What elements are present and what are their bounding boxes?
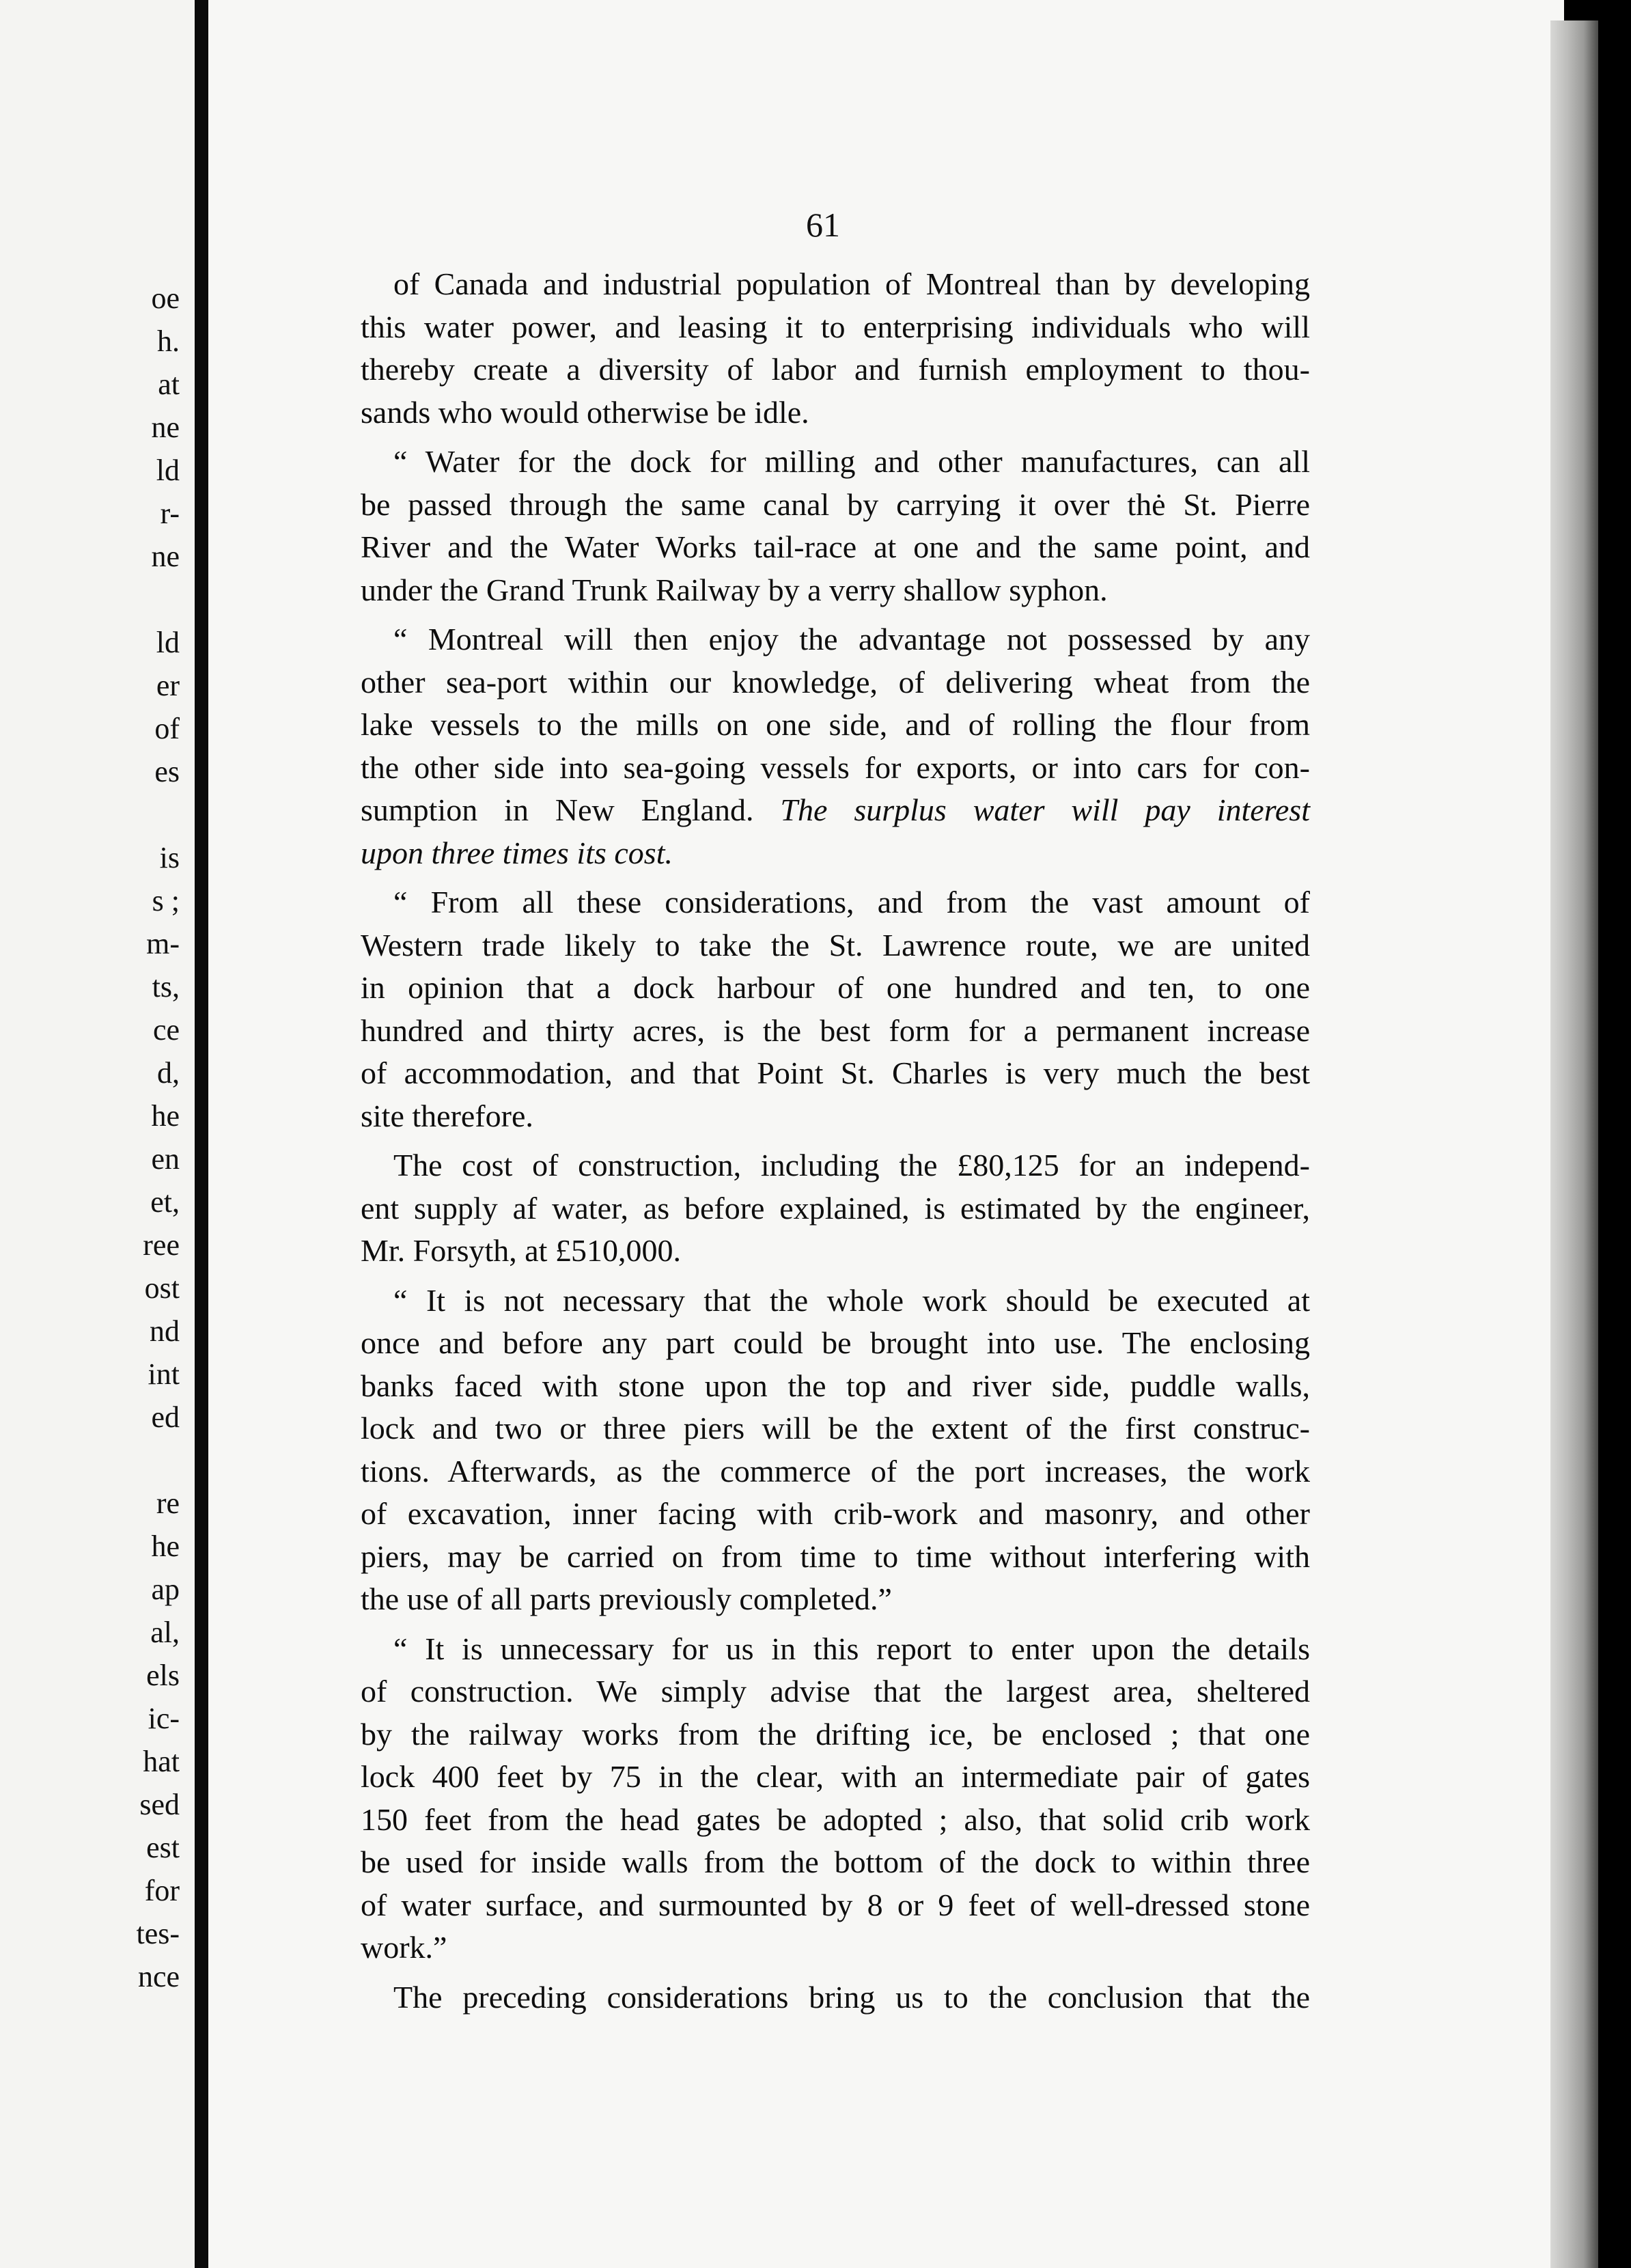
facing-page-fragment: nd: [150, 1314, 180, 1348]
text-line: The cost of construction, including the £80,125 for an independ-: [393, 1148, 1310, 1183]
facing-page-fragment: ic-: [148, 1702, 180, 1735]
text-line: “ It is not necessary that the whole work should be executed at: [393, 1282, 1310, 1318]
facing-page-fragment: ce: [152, 1013, 180, 1047]
facing-page-fragment: est: [146, 1831, 180, 1864]
facing-page-fragment: he: [151, 1530, 180, 1563]
facing-page-fragment: oe: [151, 281, 180, 315]
facing-page-fragment: he: [151, 1099, 180, 1133]
facing-page-fragment: et,: [150, 1185, 180, 1219]
facing-page-fragment: sed: [139, 1788, 180, 1821]
scan-border: [1598, 0, 1631, 2268]
paragraph: [361, 1976, 1310, 2019]
facing-page-fragment: s ;: [152, 884, 180, 917]
text-line: sands who would otherwise be idle.: [361, 394, 809, 430]
text-line: The preceding considerations bring us to the conclusion that the: [393, 1979, 1310, 2015]
text-line: of excavation, inner facing with crib-work and masonry, and other: [361, 1496, 1310, 1531]
facing-page-fragment: er: [156, 669, 180, 702]
page-edge-stack: [1550, 20, 1598, 2268]
facing-page-fragment: int: [148, 1357, 180, 1391]
text-line: of construction. We simply advise that the largest area, sheltered: [361, 1674, 1310, 1709]
text-line-segment: sumption in New England.: [361, 792, 754, 827]
text-line: tions. Afterwards, as the commerce of the port increases, the work: [361, 1453, 1310, 1489]
book-gutter: [195, 0, 208, 2268]
text-line: hundred and thirty acres, is the best form for a permanent increase: [361, 1012, 1310, 1048]
text-line: of Canada and industrial population of Montreal than by developing: [393, 266, 1310, 301]
facing-page-fragment: at: [158, 368, 180, 401]
text-line: work.”: [361, 1930, 447, 1965]
paragraph: [361, 881, 1310, 1137]
facing-page-fragment: tes-: [136, 1917, 180, 1950]
text-line: lake vessels to the mills on one side, and of rolling the flour from: [361, 707, 1310, 742]
text-line: this water power, and leasing it to enterprising individuals who will: [361, 309, 1310, 344]
facing-page-fragment: is: [159, 841, 180, 874]
paragraph: [361, 618, 1310, 874]
facing-page-fragment: [0, 793, 195, 836]
text-line: “ Water for the dock for milling and other manufactures, can all: [393, 444, 1310, 479]
text-line: once and before any part could be brought into use. The enclosing: [361, 1325, 1310, 1360]
text-line: [361, 789, 1310, 832]
paragraph: [361, 1280, 1310, 1621]
facing-page-fragment: ap: [151, 1573, 180, 1606]
facing-page-fragment: h.: [157, 324, 180, 358]
text-line: of accommodation, and that Point St. Charles is very much the best: [361, 1055, 1310, 1090]
text-line: be used for inside walls from the bottom of the dock to within three: [361, 1844, 1310, 1879]
italic-emphasis: upon three times its cost.: [361, 835, 673, 870]
text-line: lock and two or three piers will be the extent of the first construc-: [361, 1411, 1310, 1446]
text-line: Western trade likely to take the St. Lawrence route, we are united: [361, 927, 1310, 963]
paragraph: [361, 1144, 1310, 1273]
body-text: [361, 263, 1310, 2019]
facing-page-fragment: en: [151, 1142, 180, 1176]
facing-page-fragment: ne: [151, 411, 180, 444]
text-line: the use of all parts previously completed.”: [361, 1581, 892, 1616]
facing-page-fragment: re: [156, 1486, 180, 1520]
text-line: “ It is unnecessary for us in this report to enter upon the details: [393, 1631, 1310, 1666]
facing-page-fragment: ts,: [152, 970, 180, 1004]
text-line: River and the Water Works tail-race at one and the same point, and: [361, 529, 1310, 564]
paragraph: [361, 263, 1310, 434]
page-number: 61: [806, 206, 840, 244]
text-line: of water surface, and surmounted by 8 or 9 feet of well-dressed stone: [361, 1887, 1310, 1922]
text-line: other sea-port within our knowledge, of delivering wheat from the: [361, 664, 1310, 700]
facing-page-fragment: [0, 1439, 195, 1482]
facing-page-fragment: ld: [156, 626, 180, 659]
facing-page-fragment: ree: [143, 1228, 180, 1262]
text-line: under the Grand Trunk Railway by a verry shallow syphon.: [361, 572, 1108, 607]
text-line: by the railway works from the drifting ice, be enclosed ; that one: [361, 1716, 1310, 1752]
facing-page-text-fragments: [0, 277, 195, 1998]
text-line: be passed through the same canal by carrying it over thė St. Pierre: [361, 486, 1310, 522]
facing-page-fragment: for: [144, 1874, 180, 1907]
italic-emphasis: The surplus water will pay interest: [780, 792, 1310, 827]
paragraph: [361, 1628, 1310, 1969]
facing-page-left: [0, 0, 195, 2268]
text-line: 150 feet from the head gates be adopted ; also, that solid crib work: [361, 1801, 1310, 1837]
text-line: lock 400 feet by 75 in the clear, with an intermediate pair of gates: [361, 1759, 1310, 1794]
facing-page-fragment: ld: [156, 454, 180, 487]
facing-page-fragment: ne: [151, 540, 180, 573]
facing-page-fragment: ost: [144, 1271, 180, 1305]
text-line: thereby create a diversity of labor and furnish employment to thou-: [361, 352, 1310, 387]
facing-page-fragment: hat: [143, 1745, 180, 1778]
facing-page-fragment: of: [154, 712, 180, 745]
facing-page-fragment: ed: [151, 1400, 180, 1434]
facing-page-fragment: [0, 578, 195, 621]
text-line: the other side into sea-going vessels for exports, or into cars for con-: [361, 749, 1310, 785]
facing-page-fragment: nce: [137, 1960, 180, 1993]
paragraph: [361, 441, 1310, 611]
facing-page-fragment: els: [146, 1659, 180, 1692]
text-line: “ From all these considerations, and from the vast amount of: [393, 885, 1310, 919]
text-line: “ Montreal will then enjoy the advantage not possessed by any: [393, 622, 1310, 656]
text-line: ent supply af water, as before explained, is estimated by the engineer,: [361, 1190, 1310, 1226]
facing-page-fragment: d,: [157, 1056, 180, 1090]
facing-page-fragment: al,: [150, 1616, 180, 1649]
text-line: piers, may be carried on from time to time without interfering with: [361, 1538, 1310, 1574]
text-line: Mr. Forsyth, at £510,000.: [361, 1233, 681, 1268]
text-line: site therefore.: [361, 1098, 533, 1133]
facing-page-fragment: m-: [146, 927, 180, 960]
text-line: in opinion that a dock harbour of one hundred and ten, to one: [361, 970, 1310, 1005]
facing-page-fragment: es: [154, 755, 180, 788]
text-line: banks faced with stone upon the top and river side, puddle walls,: [361, 1368, 1310, 1403]
facing-page-fragment: r-: [160, 497, 180, 530]
